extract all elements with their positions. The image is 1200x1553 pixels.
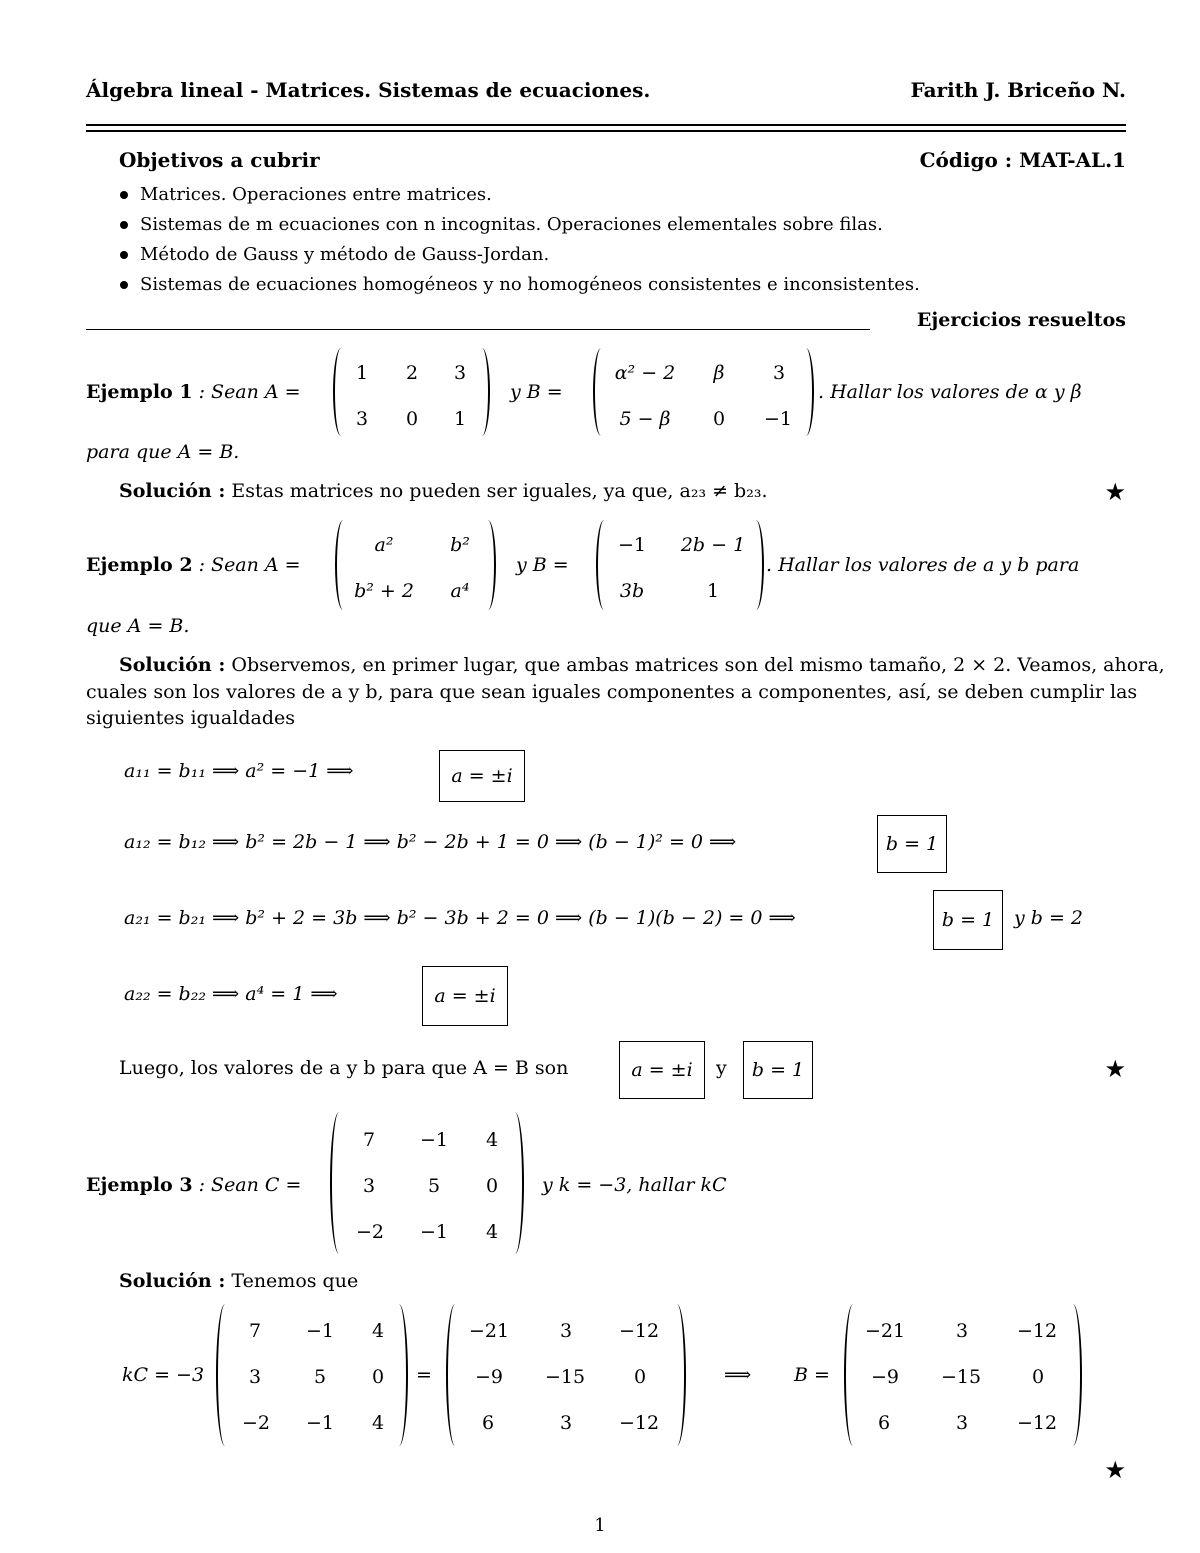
objective-item: Sistemas de ecuaciones homogéneos y no homogéneos consistentes e inconsistentes.: [140, 274, 920, 295]
ex2-a-12: b²: [450, 534, 470, 556]
ex2-tail: . Hallar los valores de a y b para: [766, 554, 1080, 576]
right-paren: [390, 1304, 408, 1446]
ex3-r-31: 6: [481, 1412, 495, 1434]
ex1-label: Ejemplo 1: [86, 381, 193, 403]
ex3-tail: y k = −3, hallar kC: [542, 1174, 727, 1196]
ex2-b-21: 3b: [619, 580, 645, 602]
ex1-intro: [86, 383, 301, 402]
ex3-c-13: 4: [485, 1129, 499, 1151]
ex2-sean: : Sean A =: [198, 554, 301, 576]
ex3-b-23: 0: [1031, 1366, 1045, 1388]
ex1-y-b: y B =: [510, 381, 563, 403]
right-paren: [668, 1304, 686, 1446]
ex2-solution: [119, 656, 1165, 675]
ex3-b-21: −9: [870, 1366, 899, 1388]
ex3-r-32: 3: [559, 1412, 573, 1434]
ex1-b-22: 0: [712, 408, 726, 430]
ex3-b-33: −12: [1016, 1412, 1058, 1434]
left-paren: [844, 1304, 862, 1446]
ex1-cont: para que A = B.: [86, 441, 240, 463]
ex3-b-22: −15: [940, 1366, 982, 1388]
bullet-icon: [120, 281, 128, 289]
section-rule: [86, 329, 870, 330]
ex2-solution-text-3: siguientes igualdades: [86, 707, 295, 729]
right-paren: [474, 348, 490, 436]
right-paren: [506, 1112, 524, 1254]
ex2-y: y: [716, 1057, 727, 1079]
ex1-a-13: 3: [453, 362, 467, 384]
ex1-a-12: 2: [405, 362, 419, 384]
ex3-m-31: −2: [241, 1412, 270, 1434]
ex3-m-21: 3: [248, 1366, 262, 1388]
ex1-b-21: 5 − β: [619, 408, 671, 430]
ex3-c-22: 5: [427, 1175, 441, 1197]
left-paren: [333, 348, 349, 436]
ex2-box-a-final: a = ±i: [619, 1041, 705, 1099]
section-title: Ejercicios resueltos: [916, 309, 1126, 331]
ex3-r-21: −9: [474, 1366, 503, 1388]
objective-item: Matrices. Operaciones entre matrices.: [140, 184, 492, 205]
ex3-c-21: 3: [362, 1175, 376, 1197]
objectives-code: Código : MAT-AL.1: [919, 148, 1126, 172]
header-rule-top: [86, 124, 1126, 126]
ex3-b-13: −12: [1016, 1320, 1058, 1342]
ex2-b-22: 1: [706, 580, 720, 602]
ex2-b-12: 2b − 1: [680, 534, 746, 556]
ex1-a-11: 1: [355, 362, 369, 384]
ex3-c-23: 0: [485, 1175, 499, 1197]
ex2-eq3: a₂₁ = b₂₁ ⟹ b² + 2 = 3b ⟹ b² − 3b + 2 = 0 ⟹ (b − 1)(b − 2) = 0 ⟹: [124, 907, 796, 929]
objective-item: Sistemas de m ecuaciones con n incognitas. Operaciones elementales sobre filas.: [140, 214, 883, 235]
ex2-eq3-tail: y b = 2: [1014, 907, 1084, 929]
ex1-b-12: β: [713, 362, 725, 384]
ex3-sean: : Sean C =: [198, 1174, 302, 1196]
ex1-sean: : Sean A =: [198, 381, 301, 403]
ex3-c-31: −2: [355, 1221, 384, 1243]
ex3-b-32: 3: [955, 1412, 969, 1434]
objective-item: Método de Gauss y método de Gauss-Jordan.: [140, 244, 550, 265]
ex3-equals: =: [416, 1364, 432, 1386]
ex1-solution-text: Estas matrices no pueden ser iguales, ya que, a₂₃ ≠ b₂₃.: [231, 480, 768, 502]
ex3-c-11: 7: [362, 1129, 376, 1151]
ex1-tail: . Hallar los valores de α y β: [818, 381, 1082, 403]
ex1-b-23: −1: [763, 408, 792, 430]
ex3-c-33: 4: [485, 1221, 499, 1243]
ex2-box-a-1: a = ±i: [439, 750, 525, 802]
ex2-solution-text-2: cuales son los valores de a y b, para que sean iguales componentes a componentes, así, se deben cumplir las: [86, 681, 1138, 703]
ex3-solution-text: Tenemos que: [231, 1270, 359, 1292]
ex1-b-11: α² − 2: [614, 362, 676, 384]
ex2-label: Ejemplo 2: [86, 554, 193, 576]
right-paren: [480, 520, 496, 610]
ex2-luego: Luego, los valores de a y b para que A = B son: [119, 1057, 569, 1079]
ex2-box-b-2: b = 1: [933, 890, 1003, 950]
ex3-m-13: 4: [371, 1320, 385, 1342]
ex3-m-23: 0: [371, 1366, 385, 1388]
right-paren: [798, 348, 814, 436]
header-rule-bottom: [86, 130, 1126, 132]
ex3-r-11: −21: [468, 1320, 510, 1342]
solution-label: Solución :: [119, 654, 226, 676]
ex2-box-a-2: a = ±i: [422, 966, 508, 1026]
ex1-a-21: 3: [355, 408, 369, 430]
bullet-icon: [120, 221, 128, 229]
ex2-box-b-1: b = 1: [877, 815, 947, 873]
ex2-a-22: a⁴: [450, 580, 470, 602]
ex1-a-23: 1: [453, 408, 467, 430]
ex3-implies: ⟹: [724, 1364, 752, 1386]
ex2-b-11: −1: [617, 534, 646, 556]
ex2-solution-text-1: Observemos, en primer lugar, que ambas matrices son del mismo tamaño, 2 × 2. Veamos, ahora,: [231, 654, 1165, 676]
ex3-kc: kC = −3: [122, 1364, 205, 1386]
ex1-b-13: 3: [772, 362, 786, 384]
left-paren: [216, 1304, 234, 1446]
ex2-eq1: a₁₁ = b₁₁ ⟹ a² = −1 ⟹: [124, 760, 354, 782]
ex2-y-b: y B =: [516, 554, 569, 576]
ex3-b-31: 6: [877, 1412, 891, 1434]
ex3-intro: [86, 1176, 301, 1195]
left-paren: [335, 520, 351, 610]
star-icon: ★: [1104, 478, 1126, 506]
ex3-m-12: −1: [305, 1320, 334, 1342]
left-paren: [330, 1112, 348, 1254]
ex2-box-b-final: b = 1: [743, 1041, 813, 1099]
ex2-a-11: a²: [374, 534, 394, 556]
ex3-solution: [119, 1272, 358, 1291]
ex3-r-33: −12: [618, 1412, 660, 1434]
ex3-m-33: 4: [371, 1412, 385, 1434]
bullet-icon: [120, 251, 128, 259]
ex3-m-32: −1: [305, 1412, 334, 1434]
ex2-cont: que A = B.: [86, 615, 190, 637]
ex3-c-12: −1: [419, 1129, 448, 1151]
ex3-r-13: −12: [618, 1320, 660, 1342]
header-title: Álgebra lineal - Matrices. Sistemas de ecuaciones.: [86, 78, 651, 102]
ex1-a-22: 0: [405, 408, 419, 430]
star-icon: ★: [1104, 1456, 1126, 1484]
ex3-r-22: −15: [544, 1366, 586, 1388]
objectives-heading: Objetivos a cubrir: [119, 148, 320, 172]
solution-label: Solución :: [119, 1270, 226, 1292]
ex2-eq2: a₁₂ = b₁₂ ⟹ b² = 2b − 1 ⟹ b² − 2b + 1 = 0 ⟹ (b − 1)² = 0 ⟹: [124, 831, 737, 853]
ex3-r-23: 0: [633, 1366, 647, 1388]
left-paren: [446, 1304, 464, 1446]
solution-label: Solución :: [119, 480, 226, 502]
ex3-b-11: −21: [864, 1320, 906, 1342]
ex2-a-21: b² + 2: [354, 580, 414, 602]
right-paren: [1064, 1304, 1082, 1446]
ex2-intro: [86, 556, 301, 575]
star-icon: ★: [1104, 1055, 1126, 1083]
right-paren: [748, 520, 764, 610]
left-paren: [593, 348, 609, 436]
ex3-r-12: 3: [559, 1320, 573, 1342]
page-number: 1: [594, 1515, 606, 1536]
header-author: Farith J. Briceño N.: [910, 78, 1126, 102]
ex3-label: Ejemplo 3: [86, 1174, 193, 1196]
ex3-c-32: −1: [419, 1221, 448, 1243]
ex2-eq4: a₂₂ = b₂₂ ⟹ a⁴ = 1 ⟹: [124, 983, 338, 1005]
ex3-m-22: 5: [313, 1366, 327, 1388]
ex3-m-11: 7: [248, 1320, 262, 1342]
bullet-icon: [120, 191, 128, 199]
ex3-b-12: 3: [955, 1320, 969, 1342]
ex3-b-label: B =: [794, 1364, 830, 1386]
left-paren: [596, 520, 612, 610]
ex1-solution: [119, 482, 768, 501]
